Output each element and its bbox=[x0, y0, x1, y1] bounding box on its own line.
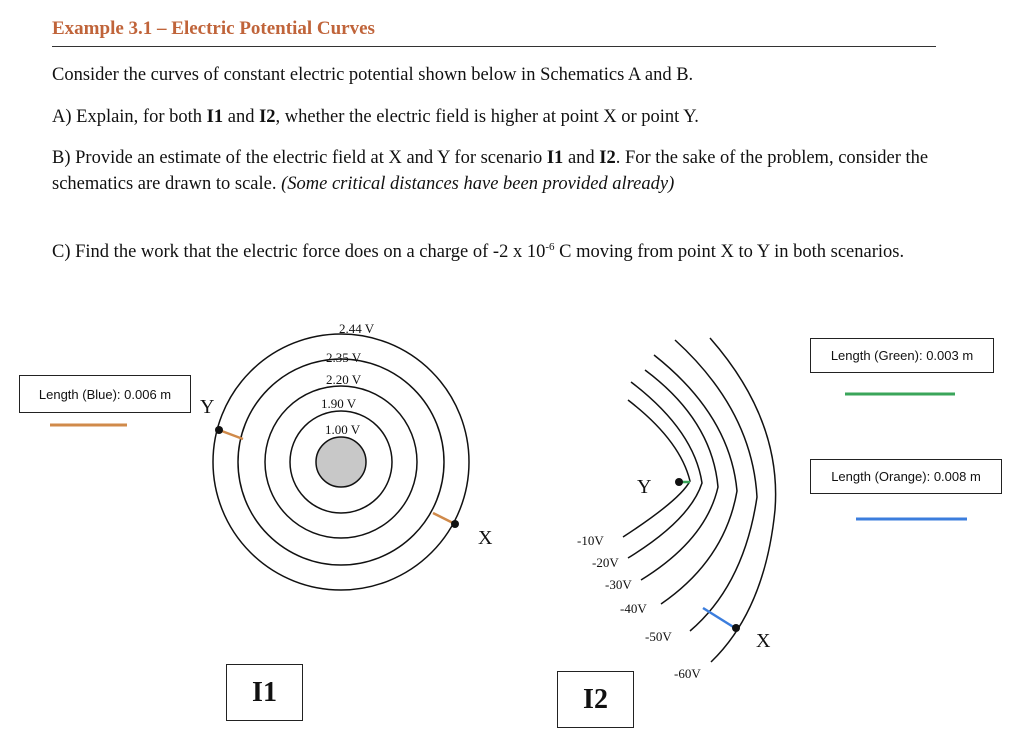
equipotential-minus40 bbox=[654, 355, 737, 604]
label-minus50: -50V bbox=[645, 629, 672, 644]
schematic-i2-label: I2 bbox=[557, 671, 634, 728]
part-a-text: A) Explain, for both I1 and I2, whether the electric field is higher at point X or point Y. bbox=[52, 107, 699, 127]
label-minus60: -60V bbox=[674, 666, 701, 681]
label-minus40: -40V bbox=[620, 601, 647, 616]
label-220: 2.20 V bbox=[326, 372, 362, 387]
length-orange-box: Length (Orange): 0.008 m bbox=[810, 459, 1002, 494]
label-minus10: -10V bbox=[577, 533, 604, 548]
point-x2-label: X bbox=[756, 630, 771, 652]
equipotential-minus30 bbox=[641, 370, 718, 580]
intro-text: Consider the curves of constant electric potential shown below in Schematics A and B. bbox=[52, 65, 694, 85]
label-minus20: -20V bbox=[592, 555, 619, 570]
length-blue-box: Length (Blue): 0.006 m bbox=[19, 375, 191, 413]
point-y-dot bbox=[215, 426, 223, 434]
point-x-dot bbox=[451, 520, 459, 528]
blue-segment-x bbox=[703, 608, 735, 628]
schematic-i1-label: I1 bbox=[226, 664, 303, 721]
label-235: 2.35 V bbox=[326, 350, 362, 365]
part-b-text: B) Provide an estimate of the electric field at X and Y for scenario I1 and I2. For the sake of the problem, consider the schematics are drawn to scale. (Some critical distances have been provided already) bbox=[52, 148, 929, 194]
point-y2-label: Y bbox=[637, 476, 652, 498]
label-minus30: -30V bbox=[605, 577, 632, 592]
length-green-box: Length (Green): 0.003 m bbox=[810, 338, 994, 373]
charge-sphere bbox=[316, 437, 366, 487]
equipotential-minus10 bbox=[623, 400, 690, 537]
equipotential-minus60 bbox=[710, 338, 776, 662]
point-x2-dot bbox=[732, 624, 740, 632]
point-y-label: Y bbox=[200, 396, 215, 418]
point-y2-dot bbox=[675, 478, 683, 486]
schematic-i2-markers bbox=[577, 476, 771, 681]
schematic-i1 bbox=[200, 321, 493, 590]
label-244: 2.44 V bbox=[339, 321, 375, 336]
label-100: 1.00 V bbox=[325, 422, 361, 437]
page-title: Example 3.1 – Electric Potential Curves bbox=[52, 18, 375, 39]
label-190: 1.90 V bbox=[321, 396, 357, 411]
point-x-label: X bbox=[478, 527, 493, 549]
part-c-text: C) Find the work that the electric force does on a charge of -2 x $10^{-6}$ C moving from point X to Y in both scenarios. bbox=[52, 241, 905, 262]
